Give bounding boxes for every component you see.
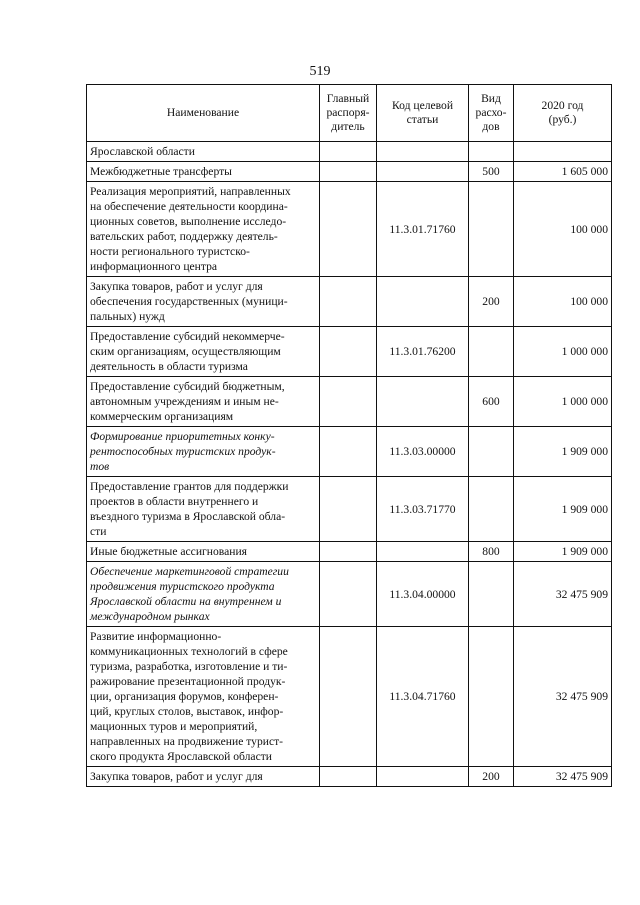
row-kind-cell: [469, 427, 514, 477]
text-line: Закупка товаров, работ и услуг для: [90, 280, 263, 293]
row-name-cell: [87, 477, 320, 542]
row-kind-cell: 200: [469, 277, 514, 327]
row-kind-cell: [469, 327, 514, 377]
row-amount-cell: 1 909 000: [514, 542, 612, 562]
text-line: направленных на продвижение турист-: [90, 735, 284, 748]
row-amount-cell: 1 000 000: [514, 327, 612, 377]
text-line: Межбюджетные трансферты: [90, 165, 232, 178]
row-name-cell: [87, 162, 320, 182]
header-code: [377, 85, 469, 142]
row-code-cell: 11.3.03.71770: [377, 477, 469, 542]
text-line: Закупка товаров, работ и услуг для: [90, 770, 263, 783]
text-line: проектов в области внутреннего и: [90, 495, 259, 508]
text-line: распоря-: [326, 106, 370, 119]
table-body: [87, 142, 612, 787]
row-code-cell: [377, 162, 469, 182]
budget-table: [86, 84, 612, 787]
row-admin-cell: [320, 542, 377, 562]
row-name-cell: [87, 182, 320, 277]
table-row: [87, 327, 612, 377]
text-line: Развитие информационно-: [90, 630, 222, 643]
table-row: [87, 477, 612, 542]
table-row: [87, 542, 612, 562]
header-amount: [514, 85, 612, 142]
row-amount-cell: 32 475 909: [514, 767, 612, 787]
text-line: (руб.): [548, 113, 577, 126]
row-amount-cell: 100 000: [514, 277, 612, 327]
text-line: автономным учреждениям и иным не-: [90, 395, 279, 408]
text-line: дитель: [331, 120, 365, 133]
text-line: дов: [482, 120, 500, 133]
row-admin-cell: [320, 427, 377, 477]
row-name-cell: [87, 562, 320, 627]
row-code-cell: 11.3.01.71760: [377, 182, 469, 277]
row-admin-cell: [320, 562, 377, 627]
row-amount-cell: [514, 142, 612, 162]
row-amount-cell: 1 000 000: [514, 377, 612, 427]
text-line: въездного туризма в Ярославской обла-: [90, 510, 286, 523]
table-row: [87, 562, 612, 627]
row-kind-cell: 600: [469, 377, 514, 427]
row-code-cell: 11.3.04.71760: [377, 627, 469, 767]
row-name-cell: [87, 142, 320, 162]
row-code-cell: 11.3.03.00000: [377, 427, 469, 477]
table-row: [87, 162, 612, 182]
text-line: коммуникационных технологий в сфере: [90, 645, 288, 658]
row-kind-cell: 200: [469, 767, 514, 787]
row-amount-cell: 32 475 909: [514, 627, 612, 767]
row-admin-cell: [320, 627, 377, 767]
row-amount-cell: 1 909 000: [514, 477, 612, 542]
table-row: [87, 767, 612, 787]
row-kind-cell: [469, 477, 514, 542]
row-name-cell: [87, 427, 320, 477]
table-row: [87, 142, 612, 162]
text-line: Предоставление грантов для поддержки: [90, 480, 289, 493]
text-line: статьи: [406, 113, 439, 126]
row-name-cell: [87, 377, 320, 427]
text-line: Обеспечение маркетинговой стратегии: [90, 565, 289, 578]
row-admin-cell: [320, 477, 377, 542]
row-admin-cell: [320, 162, 377, 182]
row-admin-cell: [320, 767, 377, 787]
text-line: расхо-: [475, 106, 507, 119]
text-line: Ярославской области на внутреннем и: [90, 595, 282, 608]
text-line: ности регионального туристско-: [90, 245, 250, 258]
table-row: [87, 627, 612, 767]
text-line: Предоставление субсидий бюджетным,: [90, 380, 285, 393]
row-code-cell: [377, 277, 469, 327]
text-line: 2020 год: [541, 99, 584, 112]
text-line: мационных туров и мероприятий,: [90, 720, 258, 733]
row-code-cell: [377, 377, 469, 427]
row-amount-cell: 1 909 000: [514, 427, 612, 477]
row-admin-cell: [320, 277, 377, 327]
table-row: [87, 427, 612, 477]
text-line: Иные бюджетные ассигнования: [90, 545, 247, 558]
text-line: ции, организация форумов, конферен-: [90, 690, 279, 703]
text-line: ционных советов, выполнение исследо-: [90, 215, 287, 228]
row-kind-cell: [469, 142, 514, 162]
text-line: деятельность в области туризма: [90, 360, 248, 373]
text-line: ского продукта Ярославской области: [90, 750, 272, 763]
text-line: Предоставление субсидий некоммерче-: [90, 330, 285, 343]
row-name-cell: [87, 767, 320, 787]
row-admin-cell: [320, 377, 377, 427]
row-kind-cell: 500: [469, 162, 514, 182]
row-admin-cell: [320, 182, 377, 277]
row-code-cell: 11.3.04.00000: [377, 562, 469, 627]
text-line: туризма, разработка, изготовление и ти-: [90, 660, 288, 673]
row-amount-cell: 100 000: [514, 182, 612, 277]
text-line: продвижения туристского продукта: [90, 580, 275, 593]
text-line: коммерческим организациям: [90, 410, 234, 423]
row-kind-cell: [469, 562, 514, 627]
text-line: ским организациям, осуществляющим: [90, 345, 281, 358]
table-row: [87, 377, 612, 427]
row-kind-cell: 800: [469, 542, 514, 562]
text-line: ций, круглых столов, выставок, инфор-: [90, 705, 284, 718]
header-kind: [469, 85, 514, 142]
text-line: ражирование презентационной продук-: [90, 675, 286, 688]
text-line: информационного центра: [90, 260, 218, 273]
row-amount-cell: 32 475 909: [514, 562, 612, 627]
table-header-row: [87, 85, 612, 142]
text-line: Ярославской области: [90, 145, 195, 158]
text-line: пальных) нужд: [90, 310, 165, 323]
text-line: обеспечения государственных (муници-: [90, 295, 288, 308]
text-line: Главный: [326, 92, 370, 105]
row-name-cell: [87, 627, 320, 767]
text-line: Вид: [481, 92, 501, 105]
header-admin: [320, 85, 377, 142]
row-code-cell: [377, 142, 469, 162]
text-line: сти: [90, 525, 107, 538]
row-admin-cell: [320, 142, 377, 162]
row-kind-cell: [469, 182, 514, 277]
row-code-cell: [377, 542, 469, 562]
text-line: тов: [90, 460, 110, 473]
row-name-cell: [87, 542, 320, 562]
row-admin-cell: [320, 327, 377, 377]
text-line: Формирование приоритетных конку-: [90, 430, 275, 443]
row-code-cell: 11.3.01.76200: [377, 327, 469, 377]
text-line: рентоспособных туристских продук-: [90, 445, 276, 458]
table-row: [87, 277, 612, 327]
header-name: Наименование: [87, 85, 320, 142]
text-line: Реализация мероприятий, направленных: [90, 185, 291, 198]
row-name-cell: [87, 277, 320, 327]
row-name-cell: [87, 327, 320, 377]
text-line: вательских работ, поддержку деятель-: [90, 230, 278, 243]
row-amount-cell: 1 605 000: [514, 162, 612, 182]
row-code-cell: [377, 767, 469, 787]
text-line: Код целевой: [391, 99, 454, 112]
row-kind-cell: [469, 627, 514, 767]
text-line: международном рынках: [90, 610, 210, 623]
page-number: 519: [309, 64, 331, 79]
text-line: на обеспечение деятельности координа-: [90, 200, 288, 213]
table-row: [87, 182, 612, 277]
